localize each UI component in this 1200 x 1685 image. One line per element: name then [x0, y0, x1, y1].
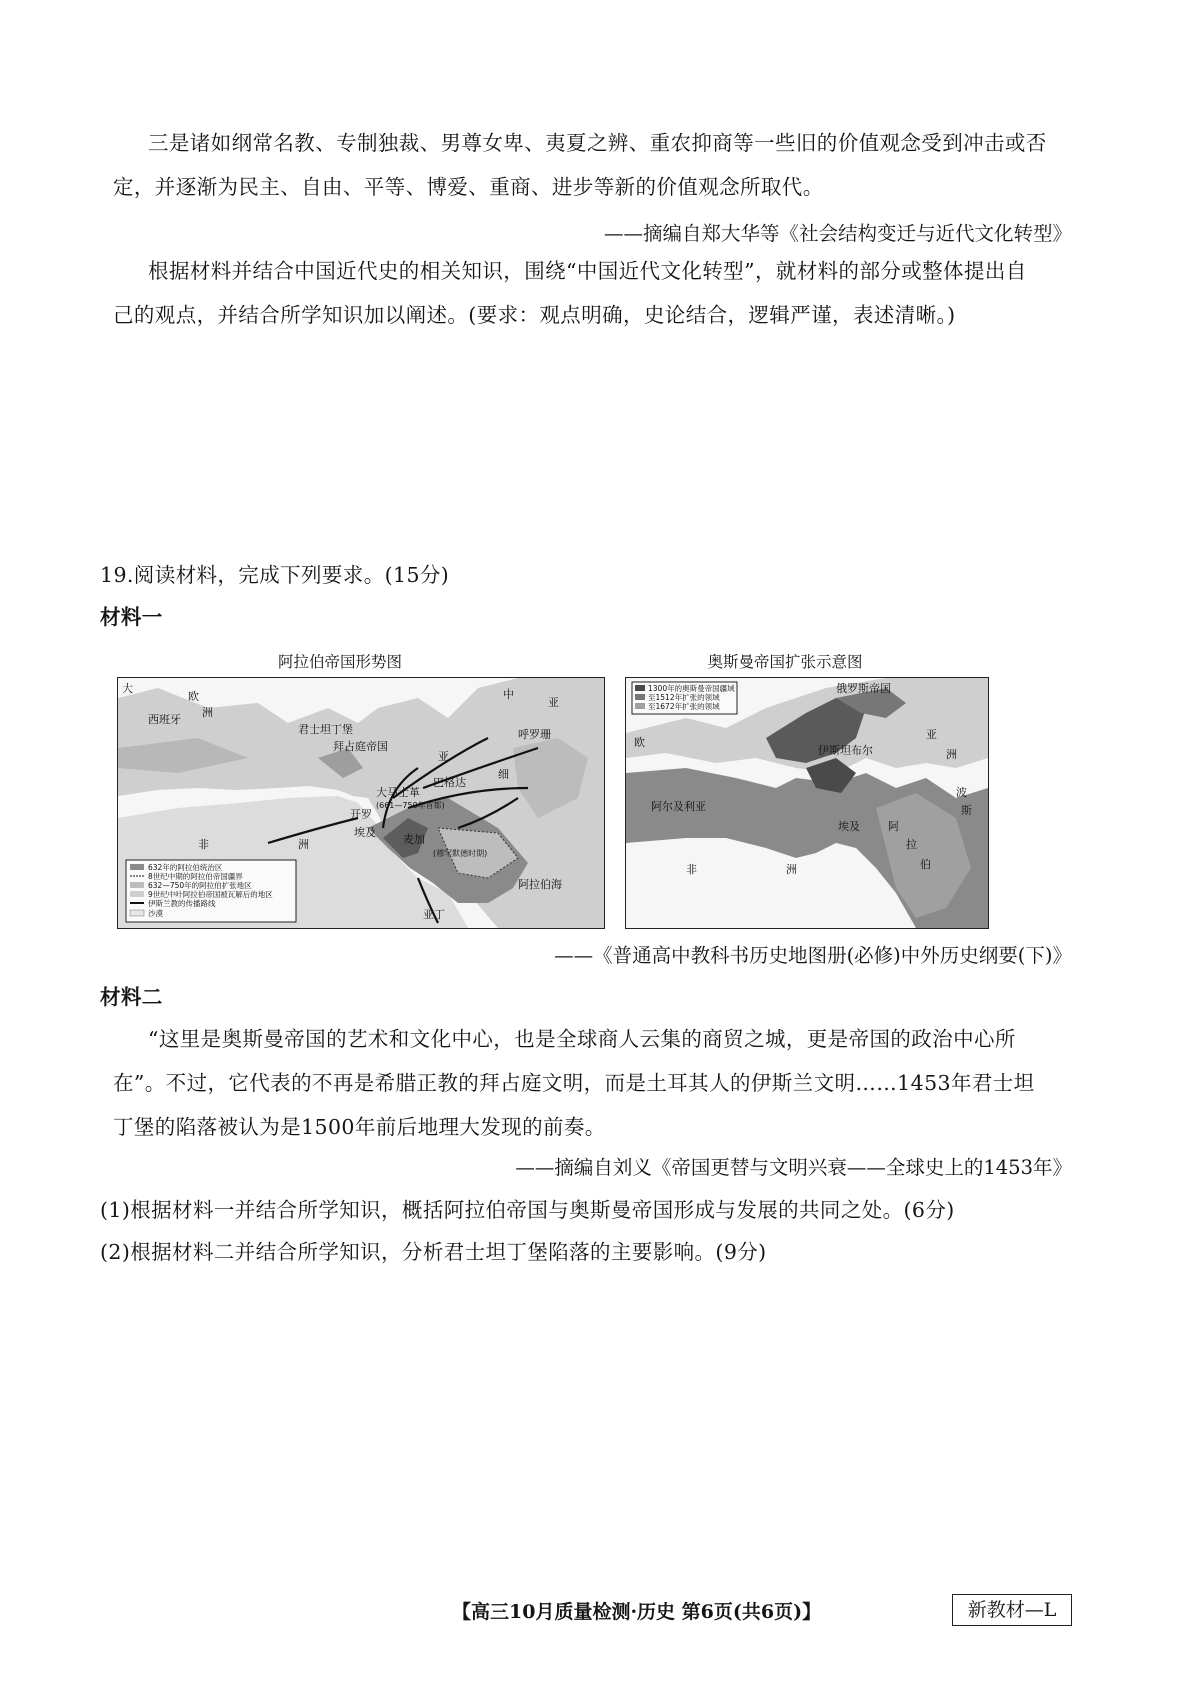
map-label: 埃及 — [354, 826, 376, 839]
map-label: (661—750年首都) — [376, 801, 445, 810]
map-label: 呼罗珊 — [518, 728, 551, 741]
map-label: 洲 — [946, 748, 957, 761]
ottoman-empire-map — [625, 677, 989, 929]
map-label: 阿 — [888, 820, 899, 833]
map-label: 伊斯坦布尔 — [818, 744, 873, 757]
page-footer: 【高三10月质量检测·历史 第6页(共6页)】 — [452, 1601, 822, 1623]
legend-item: 至1512年扩张的领域 — [648, 693, 720, 702]
map-label: 细 — [498, 768, 509, 781]
material-two-line: 在”。不过，它代表的不再是希腊正教的拜占庭文明，而是土耳其人的伊斯兰文明……1453年君士坦 — [113, 1071, 1035, 1095]
sub-question-1: (1)根据材料一并结合所学知识，概括阿拉伯帝国与奥斯曼帝国形成与发展的共同之处。(6分) — [100, 1198, 955, 1222]
map-label: 埃及 — [838, 820, 860, 833]
map-source-citation: ——《普通高中教科书历史地图册(必修)中外历史纲要(下)》 — [554, 944, 1072, 967]
map-label: 非 — [198, 838, 209, 851]
legend-item: 632—750年的阿拉伯扩张地区 — [148, 881, 252, 890]
map-label: 亚 — [438, 750, 449, 763]
map-label: 巴格达 — [433, 776, 466, 789]
map-label: 亚 — [548, 696, 559, 709]
map-label: 开罗 — [350, 808, 372, 821]
map-label: 阿拉伯海 — [518, 878, 562, 891]
map-label: 拉 — [906, 838, 917, 851]
map-label: 俄罗斯帝国 — [836, 682, 891, 695]
map-label: 亚 — [926, 728, 937, 741]
map-label: 阿尔及利亚 — [651, 800, 706, 813]
map-label: (穆罕默德时期) — [433, 849, 488, 858]
map-label: 君士坦丁堡 — [298, 723, 353, 736]
map-label: 大 — [122, 682, 133, 695]
legend-item: 1300年的奥斯曼帝国疆域 — [648, 684, 735, 693]
question-title: 19.阅读材料，完成下列要求。(15分) — [100, 563, 450, 587]
source-citation: ——摘编自郑大华等《社会结构变迁与近代文化转型》 — [603, 222, 1072, 245]
map-label: 伯 — [920, 858, 931, 871]
map-label: 大马士革 — [376, 786, 420, 799]
legend-item: 9世纪中叶阿拉伯帝国被瓦解后的地区 — [148, 890, 273, 899]
map-label: 拜占庭帝国 — [333, 740, 388, 753]
legend-item: 8世纪中期的阿拉伯帝国疆界 — [148, 872, 243, 881]
map-label: 欧 — [188, 690, 199, 703]
material-two-line: “这里是奥斯曼帝国的艺术和文化中心，也是全球商人云集的商贸之城，更是帝国的政治中心所 — [148, 1027, 1016, 1051]
map2-title: 奥斯曼帝国扩张示意图 — [707, 653, 863, 671]
map-label: 波 — [956, 786, 967, 799]
material-two-line: 丁堡的陷落被认为是1500年前后地理大发现的前奏。 — [113, 1115, 606, 1139]
sub-question-2: (2)根据材料二并结合所学知识，分析君士坦丁堡陷落的主要影响。(9分) — [100, 1240, 767, 1264]
task-line: 己的观点，并结合所学知识加以阐述。(要求：观点明确，史论结合，逻辑严谨，表述清晰。) — [113, 303, 956, 327]
paragraph-line: 定，并逐渐为民主、自由、平等、博爱、重商、进步等新的价值观念所取代。 — [113, 175, 824, 199]
map2-graphic — [626, 678, 988, 928]
edition-tag: 新教材—L — [952, 1594, 1072, 1626]
map-label: 亚丁 — [423, 908, 445, 921]
legend-item: 沙漠 — [148, 909, 163, 918]
map1-graphic — [118, 678, 604, 928]
map-label: 斯 — [961, 804, 972, 817]
material-two-source: ——摘编自刘义《帝国更替与文明兴衰——全球史上的1453年》 — [515, 1156, 1072, 1179]
paragraph-line: 三是诸如纲常名教、专制独裁、男尊女卑、夷夏之辨、重农抑商等一些旧的价值观念受到冲击或否 — [148, 131, 1047, 155]
material-one-label: 材料一 — [100, 605, 163, 629]
map-label: 西班牙 — [148, 713, 181, 726]
map-label: 中 — [503, 688, 514, 701]
legend-item: 632年的阿拉伯统治区 — [148, 863, 223, 872]
arab-empire-map — [117, 677, 605, 929]
map-label: 洲 — [298, 838, 309, 851]
material-two-label: 材料二 — [100, 985, 163, 1009]
map1-title: 阿拉伯帝国形势图 — [277, 653, 402, 671]
map-label: 洲 — [202, 706, 213, 719]
legend-item: 伊斯兰教的传播路线 — [148, 899, 216, 908]
map-label: 麦加 — [403, 833, 425, 846]
legend-item: 至1672年扩张的领域 — [648, 702, 720, 711]
map-label: 洲 — [786, 863, 797, 876]
map-label: 欧 — [634, 736, 645, 749]
map-label: 非 — [686, 863, 697, 876]
task-line: 根据材料并结合中国近代史的相关知识，围绕“中国近代文化转型”，就材料的部分或整体提出自 — [148, 259, 1027, 283]
